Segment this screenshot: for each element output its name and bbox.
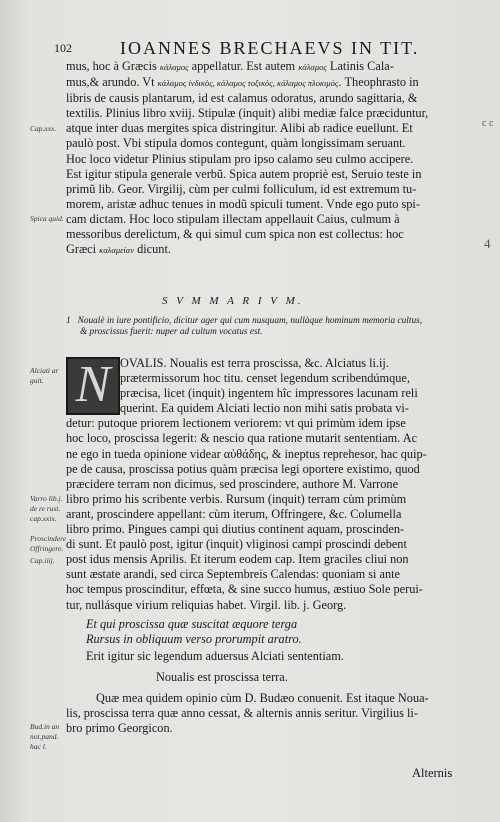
- verse-line: Et qui proscissa quæ suscitat æquore terga: [86, 616, 298, 631]
- text-line: [66, 91, 472, 106]
- edge-mark: c c: [482, 118, 494, 129]
- text-line: detur: putoque priorem lectionem veriorem: vt qui primùm idem ipse: [66, 416, 406, 431]
- margin-note-proscindere: Proscindere Offringere.: [30, 534, 67, 553]
- summary-title: S V M M A R I V M.: [162, 295, 304, 307]
- edge-digit: 4: [484, 236, 491, 251]
- margin-note-spica-quid: Spica quid.: [30, 214, 64, 223]
- greek-word: κάλαμος ἰνδικὸς, κάλαμος τοξικὸς, κάλαμος πλοκιμὸς: [157, 78, 339, 89]
- text-line: præcisa, licet (inquit) ingentem hîc impressores lacunam reli: [120, 386, 418, 401]
- text-line: hoc loco, proscissa legerit: & nescio qua ratione mutarit sententiam. Ac: [66, 431, 418, 446]
- conclusion-line: Erit igitur sic legendum aduersus Alciati sententiam.: [86, 648, 344, 663]
- text-line: [66, 121, 472, 136]
- text-line: sunt æstate arandi, sed circa Septembreis Calendas: quoniam si ante: [66, 567, 400, 582]
- page-number: 102: [54, 41, 72, 55]
- summary-number: 1: [66, 316, 71, 326]
- text-line: prætermissorum hoc titu. censet legendum scribendúmque,: [120, 371, 410, 386]
- text-line: [66, 197, 472, 212]
- margin-note-cap-iiij: Cap.iiij.: [30, 556, 55, 565]
- text-line: OVALIS. Noualis est terra proscissa, &c. Alciatus li.ij.: [120, 356, 389, 370]
- text-line: bro primo Georgicon.: [66, 721, 173, 736]
- text-line: [66, 136, 472, 151]
- latin-text: cam dictam. Hoc loco stipulam illectam appellauit Caius, culmum à: [66, 211, 400, 226]
- text-line: præcidere terram non dicimus, sed proscindere, authore M. Varrone: [66, 476, 399, 491]
- latin-text: paulò post. Vbi stipula domos contegunt, quàm longissimam seruant.: [66, 136, 406, 151]
- greek-word: κάλαμος: [159, 62, 189, 72]
- greek-word: καλαμείαν: [99, 245, 135, 256]
- text-line: pe de causa, proscissa potius quàm præcisa legi oportere existimo, quod: [66, 461, 420, 476]
- latin-text: mus, hoc à Græcis: [66, 59, 160, 73]
- text-line: [66, 167, 472, 182]
- summary-block: [66, 316, 466, 338]
- catchword: Alternis: [412, 766, 453, 780]
- margin-note-varro: Varro lib.j. de re rust. cap.xxix.: [30, 494, 63, 523]
- latin-text: Hoc loco videtur Plinius stipulam pro ipso calamo seu culmo accipere.: [66, 151, 414, 166]
- text-line: hoc tempus proscinditur, effœta, & sine succo humus, æstiuo Sole perui-: [66, 582, 423, 597]
- intro-paragraph: [66, 59, 472, 258]
- text-line: querint. Ea quidem Alciati lectio non mihi satis probata vi-: [120, 401, 409, 416]
- text-line: lis, proscissa terra quæ anno cessat, & alternis annis seritur. Virgilius li-: [66, 706, 418, 721]
- text-line: tur, nullásque virium reliquias habet. Virgil. lib. j. Georg.: [66, 597, 347, 612]
- text-line: [66, 182, 472, 197]
- greek-word: κάλαμος: [298, 62, 327, 72]
- verse-line: Rursus in obliquum verso prorumpit aratro.: [86, 631, 302, 646]
- latin-text: libris de causis plantarum, id est calamus odoratus, arundo sagittaria, &: [66, 91, 418, 106]
- section-heading: Noualis est proscissa terra.: [156, 669, 288, 684]
- text-line: [66, 106, 472, 121]
- latin-text: morem, aristæ adhuc tenues in modũ spiculi tument. Vnde ego puto spi-: [66, 196, 420, 211]
- summary-line: Noualè in iure pontificio, dicitur ager qui cum nusquam, nullàque hominum memoria cultus,: [77, 316, 423, 326]
- margin-note-bud: Bud.in an not.pand. hac l.: [30, 722, 60, 751]
- latin-text: textilis. Plinius libro xviij. Stipulæ (inquit) alibi mediæ falce præciduntur,: [66, 106, 429, 121]
- margin-note-alciati: Alciati ar guit.: [30, 366, 59, 385]
- initial-letter: N: [75, 356, 111, 413]
- text-line: libro primo. Pingues campi qui diutius continent aquam, proscinden-: [66, 522, 405, 537]
- summary-line: & proscissus fuerit: nuper ad cultum vocatus est.: [80, 327, 263, 337]
- latin-text: mus,& arundo. Vt: [66, 75, 158, 90]
- text-line: arant, proscindere appellant: cùm iterum, Offringere, &c. Columella: [66, 506, 402, 521]
- text-line: ne ego in tueda opinione videar αὐθάδης, & ineptus reprehesor, hac quip-: [66, 446, 427, 461]
- latin-text: . Theophrasto in: [338, 75, 419, 90]
- latin-text: Est igitur stipula generale verbũ. Spica autem propriè est, Seruio teste in: [66, 166, 422, 181]
- latin-text: Latinis Cala-: [326, 59, 394, 73]
- page-header: [34, 38, 474, 58]
- text-line: [66, 59, 472, 75]
- main-commentary: [66, 356, 474, 736]
- text-line: di sunt. Et paulò post, igitur (inquit) vliginosi campi proscindi debent: [66, 537, 407, 552]
- latin-text: messoribus derelictum, & qui simul cum spica non est collectus: hoc: [66, 227, 404, 242]
- margin-note-cap-xxx: Cap.xxx.: [30, 124, 57, 133]
- latin-text: dicunt.: [134, 242, 171, 257]
- text-line: [66, 75, 472, 91]
- latin-text: primũ lib. Geor. Virgilij, cùm per culmi folliculum, id est extremum tu-: [66, 181, 417, 196]
- text-line: [66, 227, 472, 242]
- latin-text: appellatur. Est autem: [188, 59, 299, 73]
- text-line: libro primo his scribente verbis. Rursum (inquit) terram cùm primùm: [66, 491, 407, 506]
- text-line: Quæ mea quidem opinio cùm D. Budæo conuenit. Est itaque Noua-: [96, 690, 429, 705]
- text-line: [66, 212, 472, 227]
- running-head: IOANNES BRECHAEVS IN TIT.: [120, 38, 420, 58]
- latin-text: atque inter duas mergites spica distringitur. Alibi ab radice euellunt. Et: [66, 121, 413, 136]
- text-line: [66, 242, 472, 258]
- text-line: post idus mensis Aprilis. Et iterum eodem cap. Item graciles cliui non: [66, 552, 409, 567]
- text-line: [66, 152, 472, 167]
- latin-text: Græci: [66, 242, 100, 257]
